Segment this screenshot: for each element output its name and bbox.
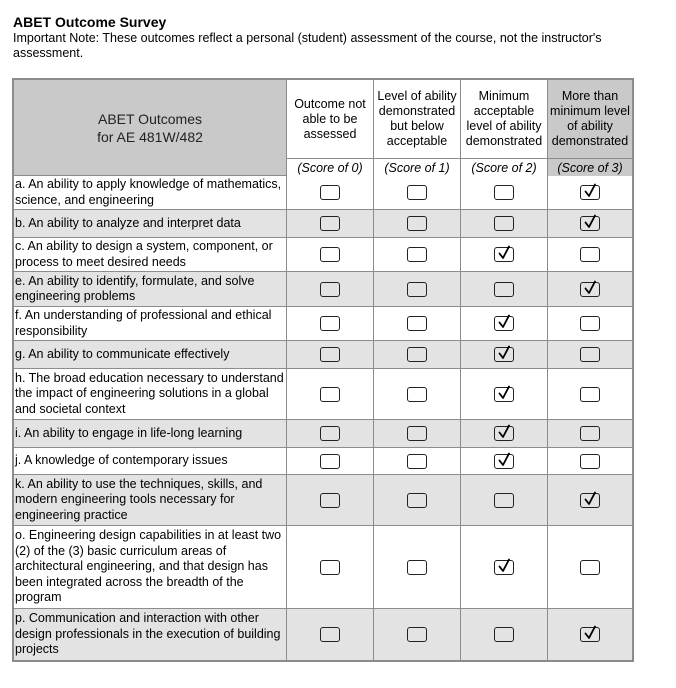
column-header-score-2: Minimum acceptable level of ability demonstrated [461, 80, 548, 159]
score-0-checkbox[interactable] [320, 387, 340, 402]
outcome-description: p. Communication and interaction with other design professionals in the execution of building projects [14, 609, 287, 660]
score-0-checkbox[interactable] [320, 560, 340, 575]
score-1-checkbox[interactable] [407, 387, 427, 402]
checkmark-icon [583, 491, 597, 507]
table-row [14, 176, 632, 210]
table-row [14, 369, 632, 420]
score-2-cell [461, 210, 548, 238]
score-3-checkbox[interactable] [580, 454, 600, 469]
score-0-cell [287, 448, 374, 475]
score-1-cell [374, 238, 461, 272]
score-2-checkbox[interactable] [494, 560, 514, 575]
score-0-cell [287, 526, 374, 609]
score-2-checkbox[interactable] [494, 493, 514, 508]
outcome-description: k. An ability to use the techniques, skills, and modern engineering tools necessary for engineering practice [14, 475, 287, 526]
score-3-cell [548, 448, 632, 475]
abet-outcomes-table [12, 78, 634, 662]
score-3-checkbox[interactable] [580, 560, 600, 575]
score-1-checkbox[interactable] [407, 493, 427, 508]
score-2-cell [461, 609, 548, 660]
score-1-cell [374, 307, 461, 341]
outcome-description: o. Engineering design capabilities in at least two (2) of the (3) basic curriculum areas of architectural engineering, and that design has been integrated across the breadth of the program [14, 526, 287, 609]
score-0-checkbox[interactable] [320, 493, 340, 508]
table-row [14, 475, 632, 526]
outcome-description: g. An ability to communicate effectively [14, 341, 287, 369]
score-3-cell [548, 341, 632, 369]
score-3-cell [548, 475, 632, 526]
score-0-checkbox[interactable] [320, 216, 340, 231]
score-0-cell [287, 475, 374, 526]
checkmark-icon [497, 558, 511, 574]
score-2-cell [461, 176, 548, 210]
table-row [14, 609, 632, 660]
score-3-cell [548, 420, 632, 448]
table-row [14, 448, 632, 475]
score-3-cell [548, 238, 632, 272]
score-3-checkbox[interactable] [580, 426, 600, 441]
score-0-checkbox[interactable] [320, 185, 340, 200]
outcome-description: c. An ability to design a system, component, or process to meet desired needs [14, 238, 287, 272]
score-3-cell [548, 176, 632, 210]
score-3-checkbox[interactable] [580, 387, 600, 402]
score-2-cell [461, 526, 548, 609]
score-1-checkbox[interactable] [407, 347, 427, 362]
score-2-checkbox[interactable] [494, 454, 514, 469]
score-3-checkbox[interactable] [580, 627, 600, 642]
checkmark-icon [497, 452, 511, 468]
checkmark-icon [583, 183, 597, 199]
score-2-cell [461, 341, 548, 369]
score-1-cell [374, 526, 461, 609]
score-0-checkbox[interactable] [320, 426, 340, 441]
score-3-checkbox[interactable] [580, 316, 600, 331]
score-3-cell [548, 609, 632, 660]
score-3-checkbox[interactable] [580, 216, 600, 231]
score-3-cell [548, 272, 632, 307]
score-0-cell [287, 420, 374, 448]
outcome-description: e. An ability to identify, formulate, and solve engineering problems [14, 272, 287, 307]
score-3-checkbox[interactable] [580, 185, 600, 200]
score-1-checkbox[interactable] [407, 247, 427, 262]
score-1-checkbox[interactable] [407, 316, 427, 331]
score-1-cell [374, 475, 461, 526]
score-1-checkbox[interactable] [407, 560, 427, 575]
column-header-score-1: Level of ability demonstrated but below acceptable [374, 80, 461, 159]
score-2-checkbox[interactable] [494, 387, 514, 402]
outcome-description: b. An ability to analyze and interpret data [14, 210, 287, 238]
score-2-checkbox[interactable] [494, 185, 514, 200]
score-1-cell [374, 210, 461, 238]
outcomes-header-line2: for AE 481W/482 [97, 128, 203, 145]
score-1-cell [374, 341, 461, 369]
column-header-score-3: More than minimum level of ability demonstrated [548, 80, 632, 159]
score-3-cell [548, 526, 632, 609]
checkmark-icon [583, 214, 597, 230]
outcomes-header [14, 80, 287, 176]
score-0-cell [287, 369, 374, 420]
score-2-checkbox[interactable] [494, 316, 514, 331]
score-2-checkbox[interactable] [494, 247, 514, 262]
score-1-checkbox[interactable] [407, 282, 427, 297]
score-0-cell [287, 609, 374, 660]
score-3-cell [548, 307, 632, 341]
score-1-checkbox[interactable] [407, 454, 427, 469]
score-1-cell [374, 176, 461, 210]
score-3-checkbox[interactable] [580, 247, 600, 262]
score-1-checkbox[interactable] [407, 185, 427, 200]
checkmark-icon [497, 424, 511, 440]
survey-title: ABET Outcome Survey [13, 14, 167, 30]
score-0-checkbox[interactable] [320, 347, 340, 362]
score-1-cell [374, 448, 461, 475]
score-label-1: (Score of 1) [374, 159, 461, 176]
score-2-cell [461, 420, 548, 448]
score-label-3: (Score of 3) [548, 159, 632, 176]
score-1-cell [374, 609, 461, 660]
score-1-checkbox[interactable] [407, 216, 427, 231]
outcome-description: a. An ability to apply knowledge of mathematics, science, and engineering [14, 176, 287, 210]
outcome-description: i. An ability to engage in life-long learning [14, 420, 287, 448]
score-2-checkbox[interactable] [494, 282, 514, 297]
score-0-cell [287, 341, 374, 369]
score-2-checkbox[interactable] [494, 426, 514, 441]
score-2-cell [461, 369, 548, 420]
checkmark-icon [497, 385, 511, 401]
score-0-cell [287, 176, 374, 210]
score-1-cell [374, 272, 461, 307]
outcome-description: f. An understanding of professional and ethical responsibility [14, 307, 287, 341]
table-row [14, 272, 632, 307]
score-0-checkbox[interactable] [320, 627, 340, 642]
score-2-cell [461, 238, 548, 272]
score-1-cell [374, 369, 461, 420]
checkmark-icon [583, 280, 597, 296]
score-0-cell [287, 272, 374, 307]
score-0-cell [287, 238, 374, 272]
outcome-rows [14, 176, 632, 660]
score-3-cell [548, 210, 632, 238]
outcome-description: h. The broad education necessary to understand the impact of engineering solutions in a global and societal context [14, 369, 287, 420]
score-0-checkbox[interactable] [320, 282, 340, 297]
score-2-cell [461, 448, 548, 475]
column-header-score-0: Outcome not able to be assessed [287, 80, 374, 159]
score-2-cell [461, 307, 548, 341]
table-row [14, 307, 632, 341]
table-row [14, 526, 632, 609]
table-row [14, 420, 632, 448]
score-1-checkbox[interactable] [407, 627, 427, 642]
score-3-cell [548, 369, 632, 420]
score-0-checkbox[interactable] [320, 454, 340, 469]
checkmark-icon [583, 625, 597, 641]
score-1-checkbox[interactable] [407, 426, 427, 441]
score-2-cell [461, 272, 548, 307]
table-row [14, 238, 632, 272]
score-2-checkbox[interactable] [494, 627, 514, 642]
score-0-cell [287, 210, 374, 238]
checkmark-icon [497, 314, 511, 330]
score-label-2: (Score of 2) [461, 159, 548, 176]
important-note: Important Note: These outcomes reflect a personal (student) assessment of the course, not the instructor's assessment. [13, 31, 602, 60]
score-0-cell [287, 307, 374, 341]
table-row [14, 341, 632, 369]
outcomes-header-line1: ABET Outcomes [97, 110, 202, 127]
checkmark-icon [497, 345, 511, 361]
score-2-cell [461, 475, 548, 526]
score-3-checkbox[interactable] [580, 347, 600, 362]
score-0-checkbox[interactable] [320, 316, 340, 331]
outcome-description: j. A knowledge of contemporary issues [14, 448, 287, 475]
score-2-checkbox[interactable] [494, 347, 514, 362]
score-0-checkbox[interactable] [320, 247, 340, 262]
checkmark-icon [497, 245, 511, 261]
table-row [14, 210, 632, 238]
score-label-0: (Score of 0) [287, 159, 374, 176]
score-3-checkbox[interactable] [580, 493, 600, 508]
score-3-checkbox[interactable] [580, 282, 600, 297]
score-1-cell [374, 420, 461, 448]
score-2-checkbox[interactable] [494, 216, 514, 231]
